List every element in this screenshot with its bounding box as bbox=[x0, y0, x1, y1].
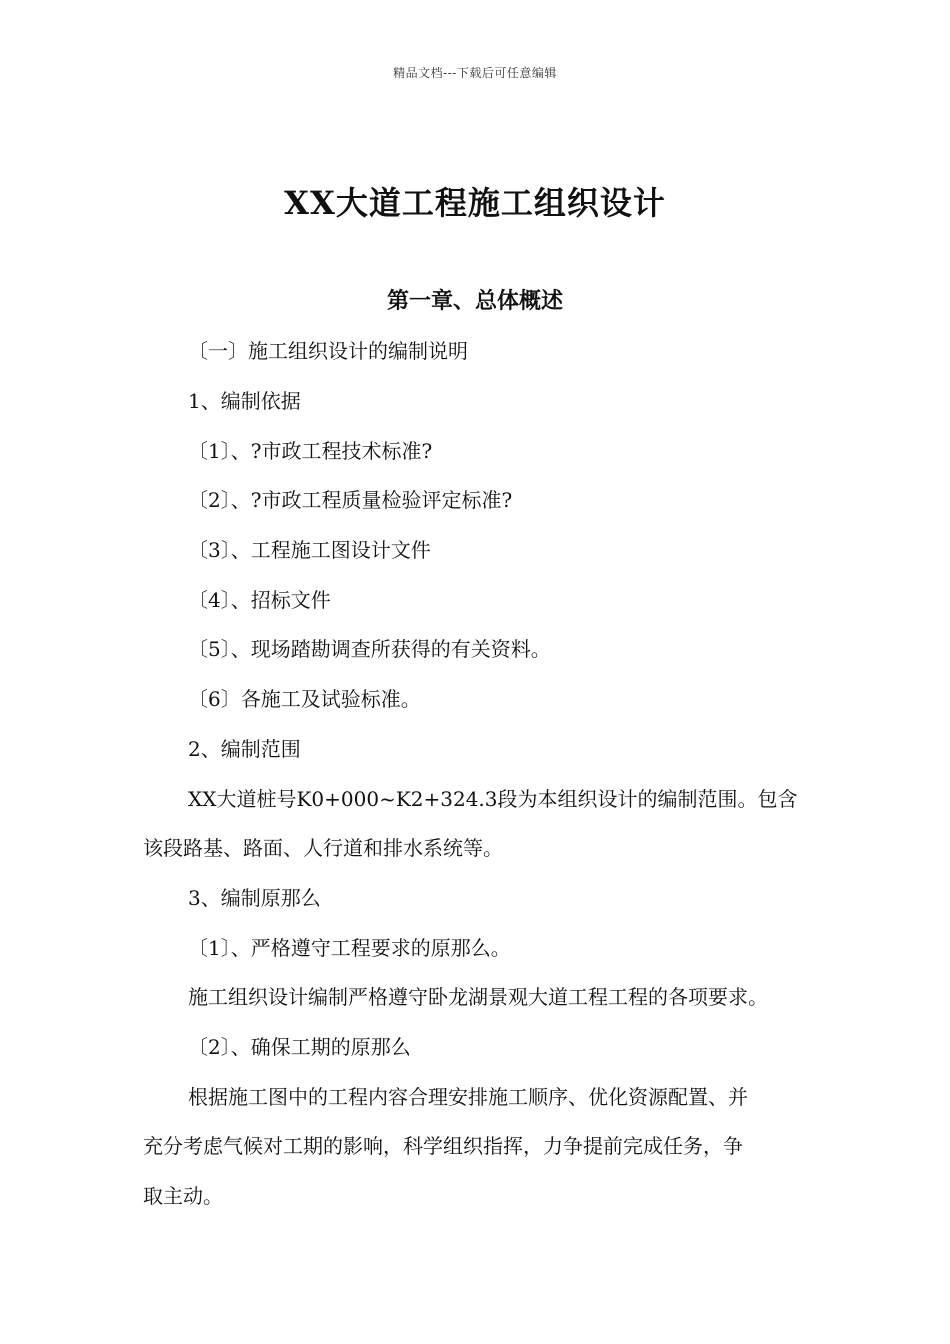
list-item: 〔1〕、?市政工程技术标准? bbox=[188, 439, 433, 463]
subsection-heading: 2、编制范围 bbox=[188, 737, 301, 761]
paragraph-line: 取主动。 bbox=[143, 1184, 223, 1208]
list-item: 〔6〕各施工及试验标准。 bbox=[188, 687, 421, 711]
chapter-title: 第一章、总体概述 bbox=[386, 288, 563, 314]
paragraph-line: XX大道桩号K0+000~K2+324.3段为本组织设计的编制范围。包含 bbox=[188, 787, 798, 811]
list-item: 〔5〕、现场踏勘调查所获得的有关资料。 bbox=[188, 637, 551, 661]
section-heading: 〔一〕施工组织设计的编制说明 bbox=[188, 339, 468, 363]
subsection-heading: 3、编制原那么 bbox=[188, 886, 321, 910]
page-header: 精品文档---下载后可任意编辑 bbox=[393, 66, 557, 80]
list-item: 〔3〕、工程施工图设计文件 bbox=[188, 538, 431, 562]
paragraph-line: 该段路基、路面、人行道和排水系统等。 bbox=[143, 836, 503, 860]
paragraph-line: 根据施工图中的工程内容合理安排施工顺序、优化资源配置、并 bbox=[188, 1085, 748, 1109]
list-item: 〔1〕、严格遵守工程要求的原那么。 bbox=[188, 936, 511, 960]
list-item: 〔2〕、?市政工程质量检验评定标准? bbox=[188, 488, 513, 512]
paragraph-line: 施工组织设计编制严格遵守卧龙湖景观大道工程工程的各项要求。 bbox=[188, 985, 768, 1009]
list-item: 〔4〕、招标文件 bbox=[188, 588, 331, 612]
document-title: XX大道工程施工组织设计 bbox=[284, 184, 666, 222]
paragraph-line: 充分考虑气候对工期的影响，科学组织指挥，力争提前完成任务，争 bbox=[143, 1134, 743, 1158]
subsection-heading: 1、编制依据 bbox=[188, 389, 301, 413]
list-item: 〔2〕、确保工期的原那么 bbox=[188, 1035, 411, 1059]
